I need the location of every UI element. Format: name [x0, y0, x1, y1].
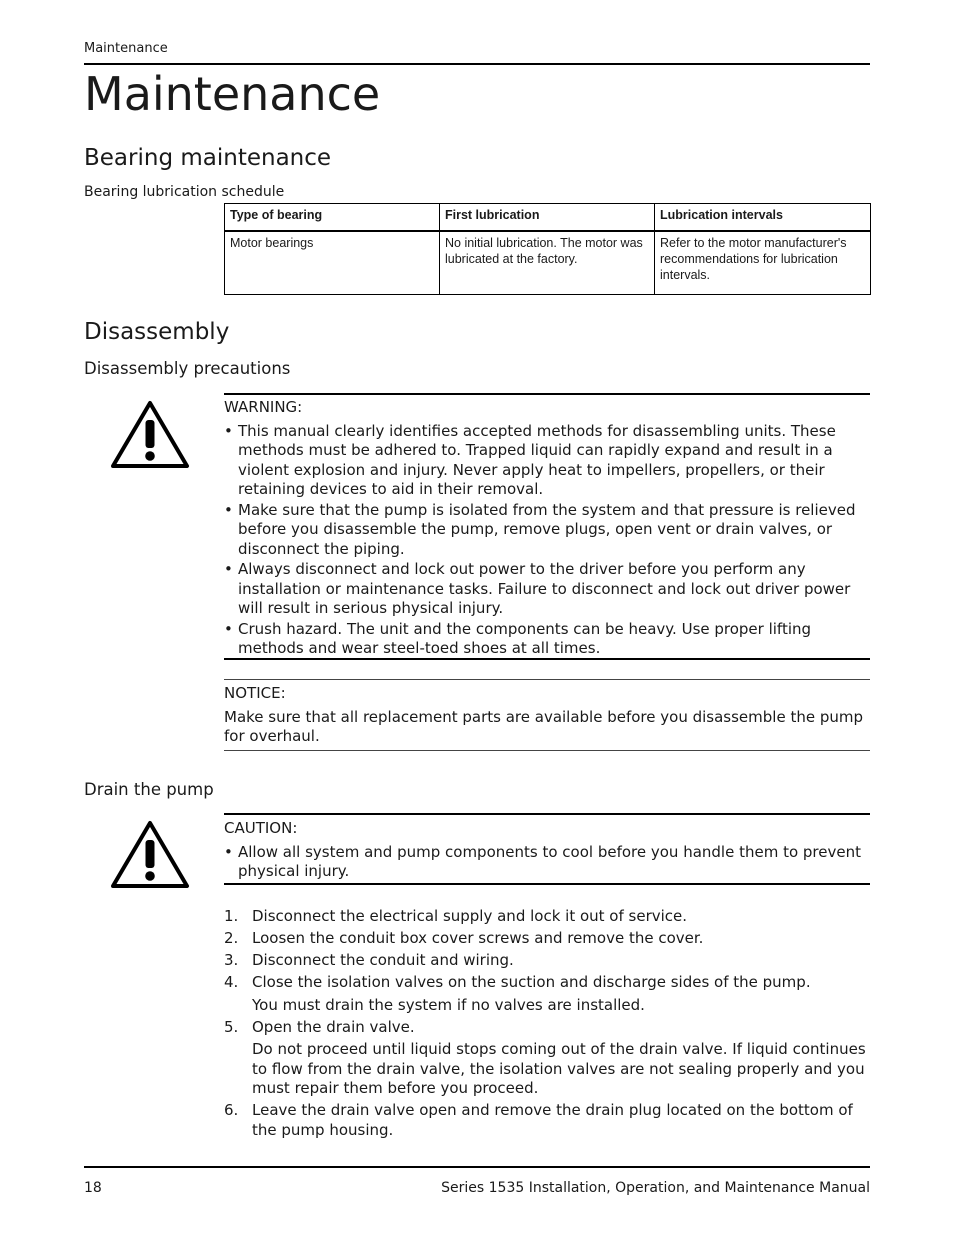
warning-bottom-rule [224, 658, 870, 660]
table-cell: Refer to the motor manufacturer's recommendations for lubrication intervals. [655, 231, 871, 295]
table-header-row [225, 204, 871, 232]
step-text: Disconnect the conduit and wiring. [252, 951, 514, 969]
list-item: • Crush hazard. The unit and the components can be heavy. Use proper lifting methods and wear steel-toed shoes at all times. [224, 620, 870, 659]
caution-label: CAUTION: [224, 819, 298, 837]
footer-rule [84, 1166, 870, 1168]
caution-top-rule [224, 813, 870, 815]
step-text: Disconnect the electrical supply and lock it out of service. [252, 907, 688, 925]
notice-bottom-rule [224, 750, 870, 751]
table-row [225, 231, 871, 295]
caution-bottom-rule [224, 883, 870, 885]
table-caption: Bearing lubrication schedule [84, 184, 285, 200]
drain-steps [224, 907, 870, 1143]
step-number: 6. [224, 1101, 239, 1119]
step-number: 5. [224, 1017, 239, 1036]
notice-label: NOTICE: [224, 684, 286, 702]
bearing-heading: Bearing maintenance [84, 145, 332, 171]
warning-list [224, 422, 870, 659]
step-item [224, 907, 870, 927]
notice-text: Make sure that all replacement parts are available before you disassemble the pump for overhaul. [224, 707, 863, 745]
warning-top-rule [224, 393, 870, 395]
disassembly-heading: Disassembly [84, 319, 230, 345]
step-number: 3. [224, 951, 239, 969]
step-text: Close the isolation valves on the suction and discharge sides of the pump. [252, 973, 811, 991]
caution-list [224, 843, 870, 882]
step-number: 2. [224, 929, 239, 947]
step-text: Leave the drain valve open and remove the drain plug located on the bottom of the pump housing. [252, 1101, 853, 1139]
list-item: • Make sure that the pump is isolated from the system and that pressure is relieved before you disassemble the pump, remove plugs, open vent or drain valves, or disconnect the piping. [224, 501, 870, 560]
step-number: 1. [224, 907, 239, 925]
running-head: Maintenance [84, 41, 168, 56]
step-text: Open the drain valve. [252, 1017, 415, 1036]
drain-heading: Drain the pump [84, 780, 214, 799]
warning-triangle-icon [110, 820, 190, 890]
notice-box [224, 684, 870, 747]
list-item: • Allow all system and pump components to cool before you handle them to prevent physical injury. [224, 843, 870, 882]
step-text: Loosen the conduit box cover screws and remove the cover. [252, 929, 704, 947]
step-note: Do not proceed until liquid stops coming out of the drain valve. If liquid continues to flow from the drain valve, the isolation valves are not sealing properly and you must repair them before you proceed. [252, 1040, 866, 1097]
notice-top-rule [224, 679, 870, 680]
warning-box [224, 398, 870, 660]
column-header: Type of bearing [225, 204, 440, 232]
precautions-heading: Disassembly precautions [84, 359, 291, 378]
column-header: First lubrication [440, 204, 655, 232]
step-number: 4. [224, 973, 239, 991]
caution-box [224, 819, 870, 883]
step-item [224, 1101, 870, 1140]
step-item [224, 929, 870, 949]
step-note: You must drain the system if no valves are installed. [252, 995, 645, 1014]
step-item [224, 951, 870, 971]
header-rule [84, 63, 870, 65]
manual-title: Series 1535 Installation, Operation, and Maintenance Manual [441, 1180, 870, 1196]
table-cell: Motor bearings [225, 231, 440, 295]
list-item: • Always disconnect and lock out power to the driver before you perform any installation or maintenance tasks. Failure to disconnect and lock out driver power will result in serious physical injury. [224, 560, 870, 619]
page-number: 18 [84, 1180, 102, 1196]
step-item [224, 973, 870, 1015]
warning-label: WARNING: [224, 398, 303, 416]
warning-triangle-icon [110, 400, 190, 470]
list-item: • This manual clearly identifies accepted methods for disassembling units. These methods must be adhered to. Trapped liquid can rapidly expand and result in a violent explosion and injury. Never apply heat to impellers, propellers, or their retaining devices to aid in their removal. [224, 422, 870, 500]
step-item [224, 1018, 870, 1099]
page-title: Maintenance [84, 67, 381, 121]
column-header: Lubrication intervals [655, 204, 871, 232]
table-cell: No initial lubrication. The motor was lubricated at the factory. [440, 231, 655, 295]
bearing-schedule-table [224, 203, 871, 295]
